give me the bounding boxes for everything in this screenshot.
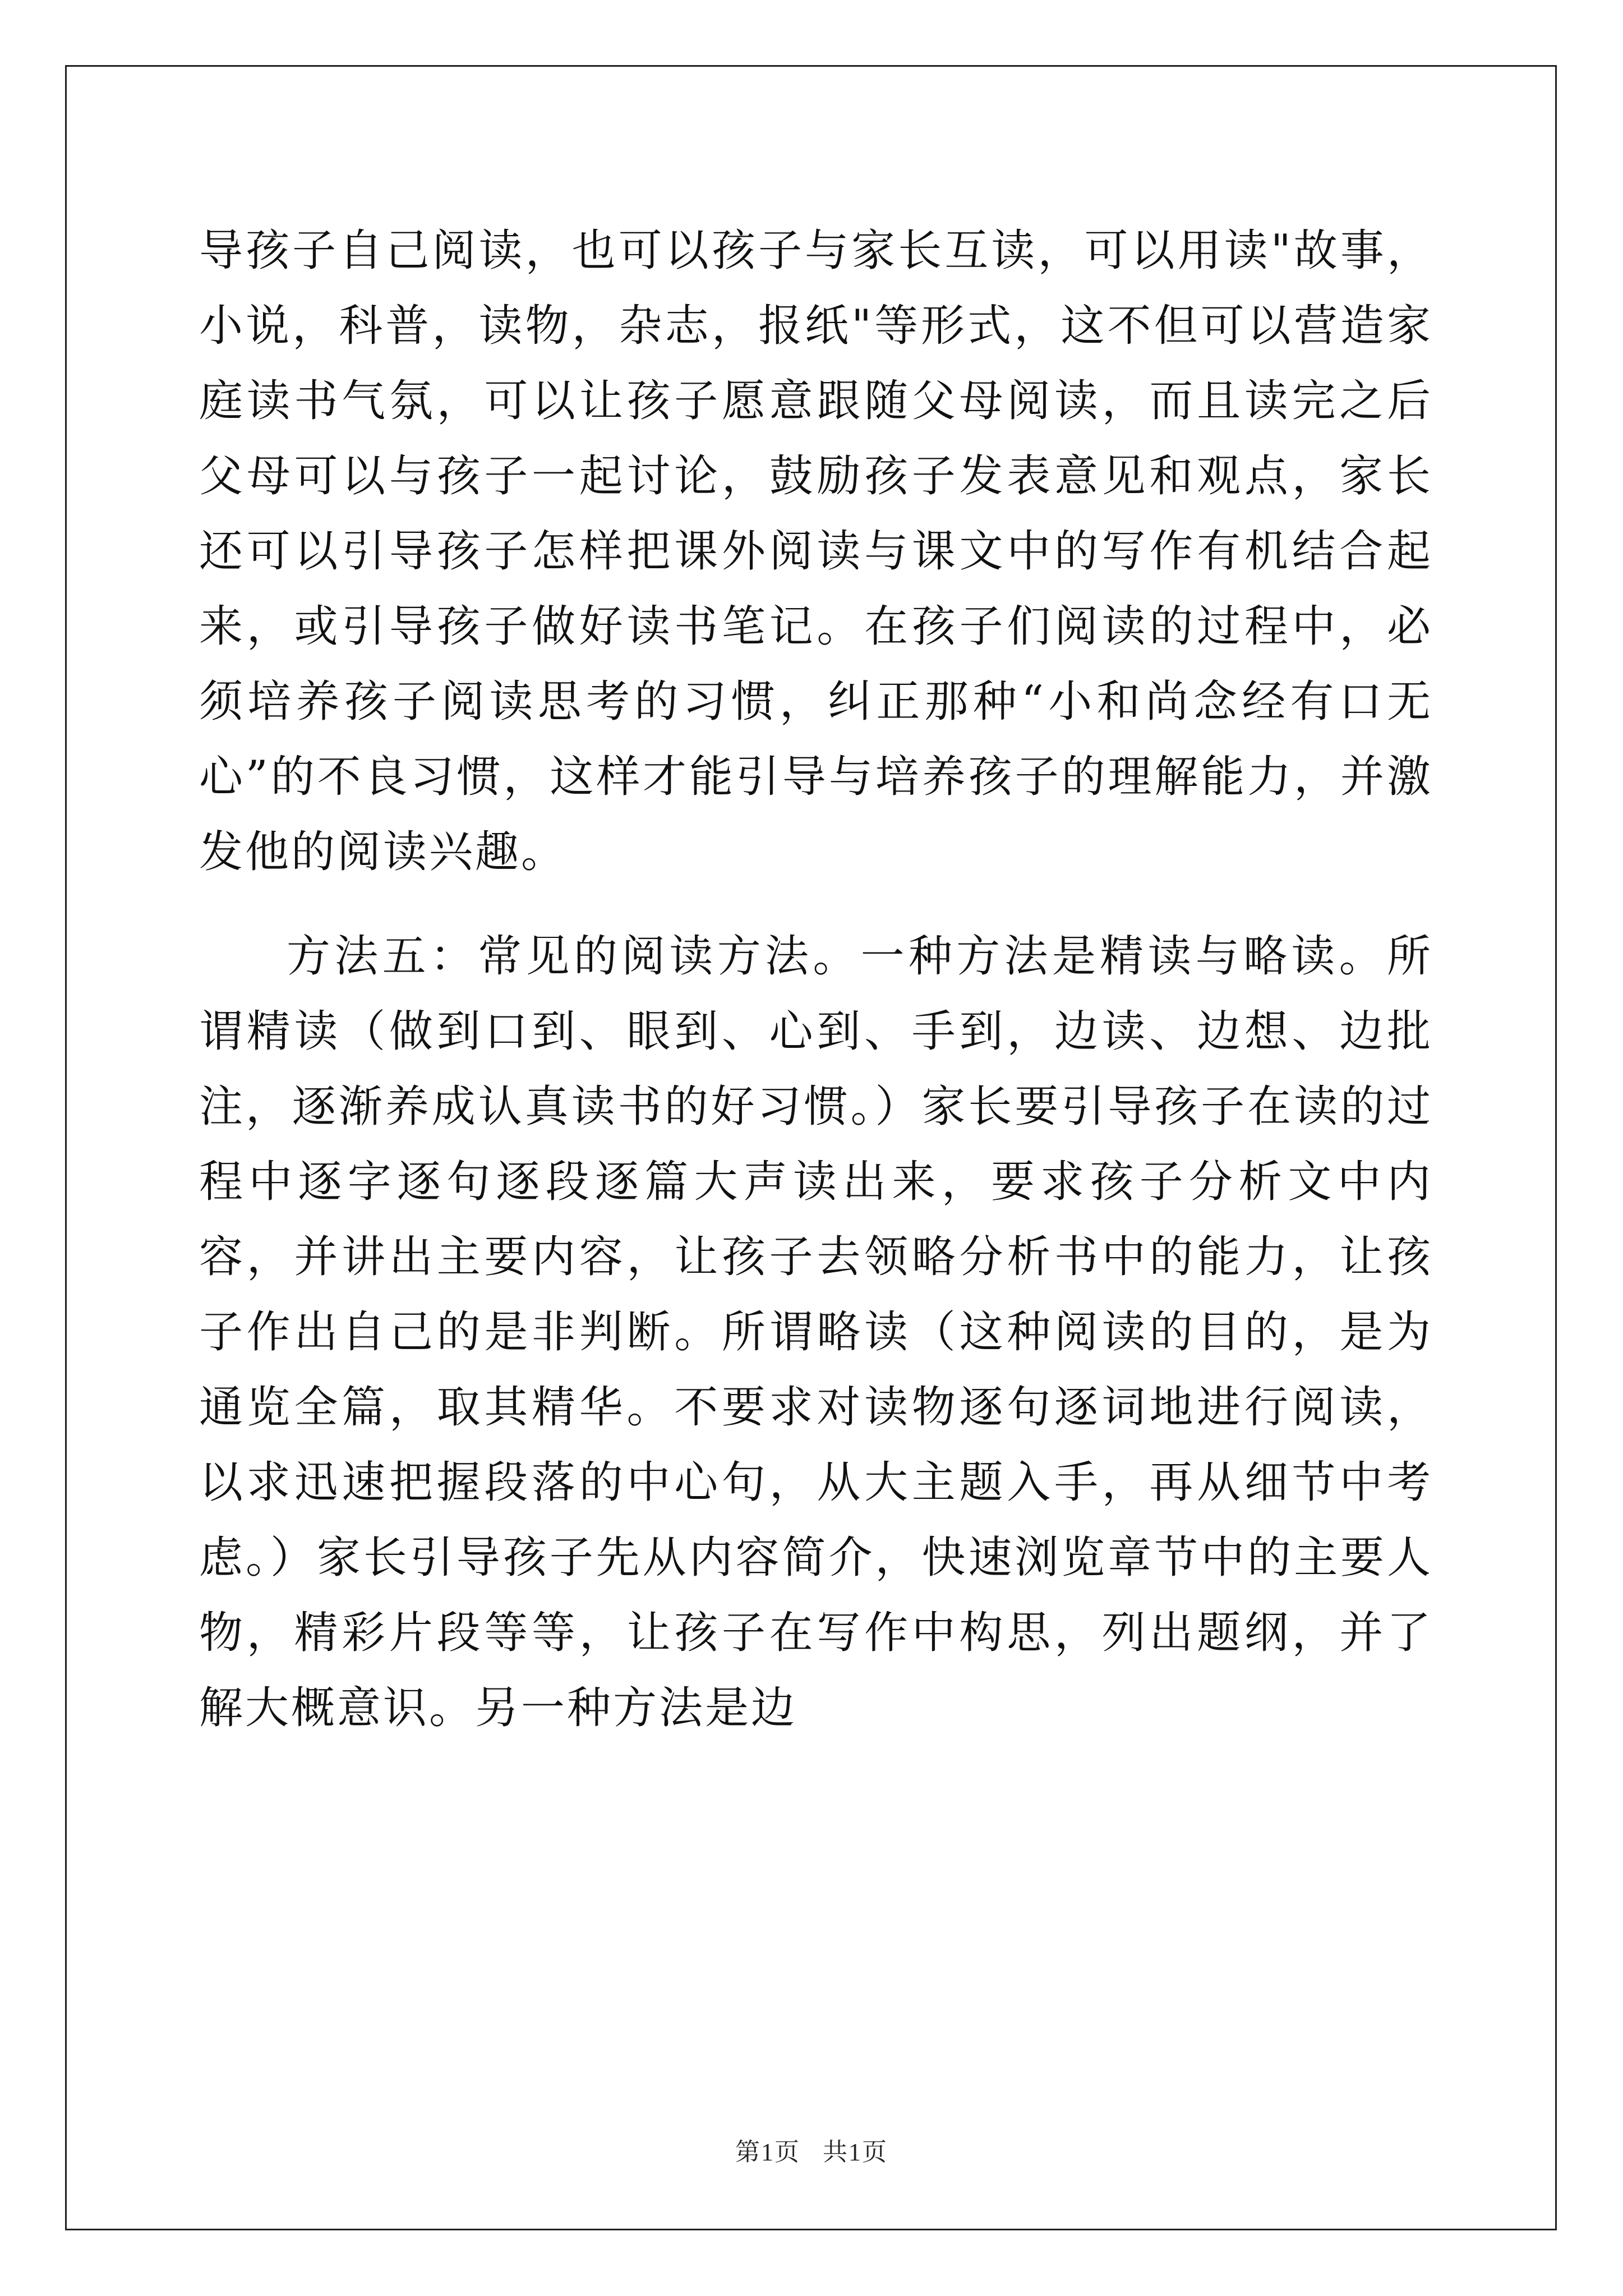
document-body xyxy=(199,213,1433,1746)
page-number: 第1页 xyxy=(735,2138,800,2166)
paragraph-method-five: 方法五：常见的阅读方法。一种方法是精读与略读。所谓精读（做到口到、眼到、心到、手到，边读、边想、边批注，逐渐养成认真读书的好习惯。）家长要引导孩子在读的过程中逐字逐句逐段逐篇大声读出来，要求孩子分析文中内容，并讲出主要内容，让孩子去领略分析书中的能力，让孩子作出自己的是非判断。所谓略读（这种阅读的目的，是为通览全篇，取其精华。不要求对读物逐句逐词地进行阅读，以求迅速把握段落的中心句，从大主题入手，再从细节中考虑。）家长引导孩子先从内容简介，快速浏览章节中的主要人物，精彩片段等等，让孩子在写作中构思，列出题纲，并了解大概意识。另一种方法是边 xyxy=(199,931,1433,1733)
paragraph-continuation: 导孩子自己阅读，也可以孩子与家长互读，可以用读"故事，小说，科普，读物，杂志，报纸"等形式，这不但可以营造家庭读书气氛，可以让孩子愿意跟随父母阅读，而且读完之后父母可以与孩子一起讨论，鼓励孩子发表意见和观点，家长还可以引导孩子怎样把课外阅读与课文中的写作有机结合起来，或引导孩子做好读书笔记。在孩子们阅读的过程中，必须培养孩子阅读思考的习惯，纠正那种“小和尚念经有口无心”的不良习惯，这样才能引导与培养孩子的理解能力，并激发他的阅读兴趣。 xyxy=(199,226,1433,877)
page-footer xyxy=(0,2132,1623,2168)
page-total: 共1页 xyxy=(823,2138,888,2166)
